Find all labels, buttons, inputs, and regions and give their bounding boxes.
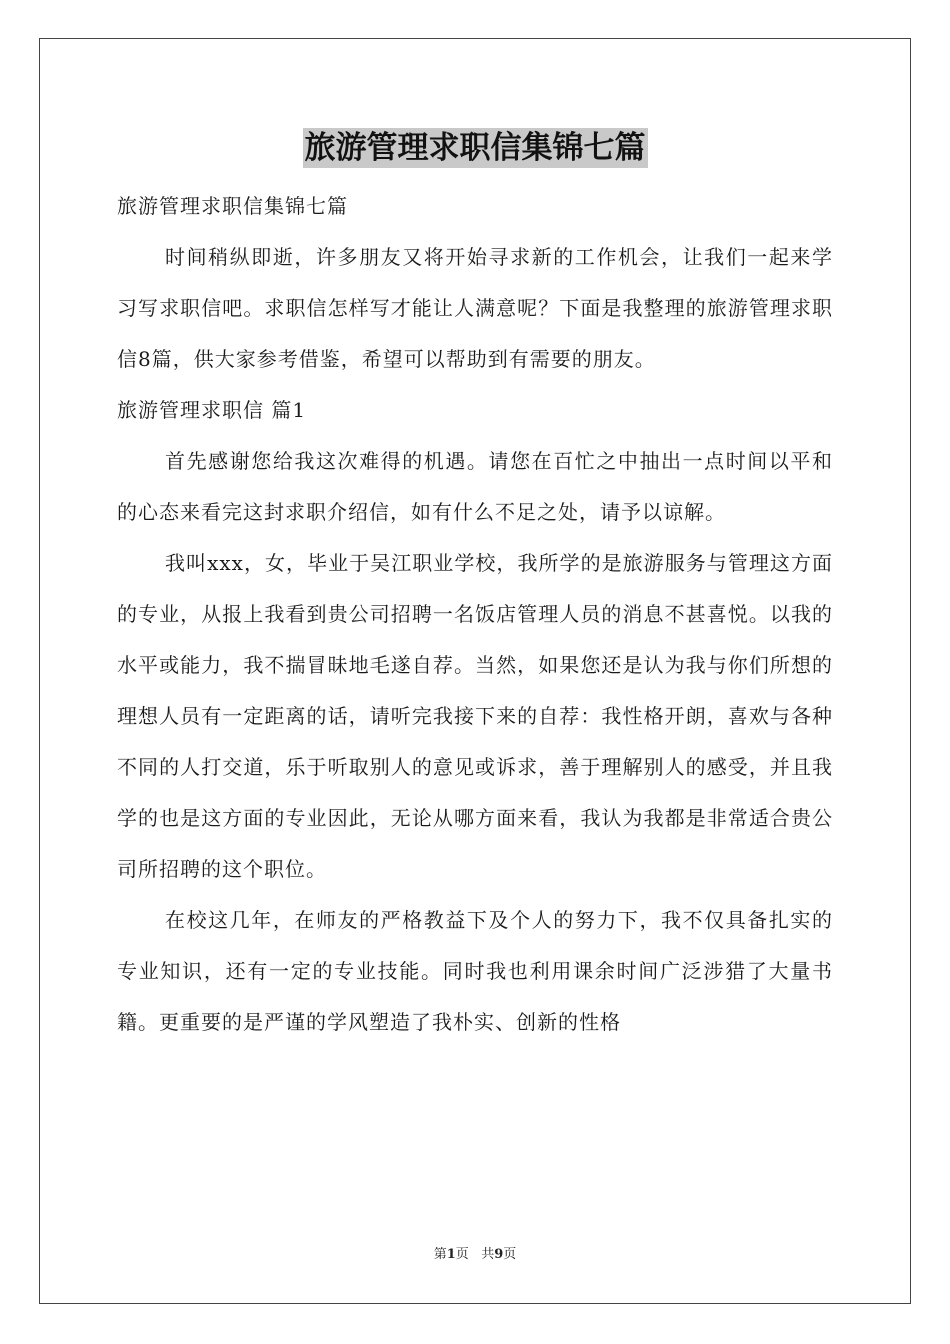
- body-paragraph-1: 首先感谢您给我这次难得的机遇。请您在百忙之中抽出一点时间以平和的心态来看完这封求职介绍信，如有什么不足之处，请予以谅解。: [117, 449, 833, 524]
- body-paragraph-3: 在校这几年，在师友的严格教益下及个人的努力下，我不仅具备扎实的专业知识，还有一定的专业技能。同时我也利用课余时间广泛涉猎了大量书籍。更重要的是严谨的学风塑造了我朴实、创新的性格: [117, 908, 833, 1034]
- document-body: [117, 181, 833, 1048]
- intro-paragraph: 时间稍纵即逝，许多朋友又将开始寻求新的工作机会，让我们一起来学习写求职信吧。求职信怎样写才能让人满意呢？下面是我整理的旅游管理求职信8篇，供大家参考借鉴，希望可以帮助到有需要的朋友。: [117, 245, 833, 371]
- page-total: 9: [494, 1247, 504, 1262]
- section-heading: 旅游管理求职信 篇1: [117, 398, 307, 422]
- document-subtitle: 旅游管理求职信集锦七篇: [117, 194, 348, 218]
- body-paragraph-2: 我叫xxx，女，毕业于吴江职业学校，我所学的是旅游服务与管理这方面的专业，从报上我看到贵公司招聘一名饭店管理人员的消息不甚喜悦。以我的水平或能力，我不揣冒昧地毛遂自荐。当然，如果您还是认为我与你们所想的理想人员有一定距离的话，请听完我接下来的自荐：我性格开朗，喜欢与各种不同的人打交道，乐于听取别人的意见或诉求，善于理解别人的感受，并且我学的也是这方面的专业因此，无论从哪方面来看，我认为我都是非常适合贵公司所招聘的这个职位。: [117, 551, 833, 881]
- page-unit: 页: [455, 1247, 469, 1262]
- total-unit: 页: [503, 1247, 517, 1262]
- page-footer: [0, 1246, 950, 1264]
- total-prefix: 共: [481, 1247, 495, 1262]
- page-prefix: 第: [433, 1247, 447, 1262]
- document-title: 旅游管理求职信集锦七篇: [304, 130, 646, 166]
- page-number: 1: [446, 1247, 456, 1262]
- title-wrap: [0, 128, 950, 168]
